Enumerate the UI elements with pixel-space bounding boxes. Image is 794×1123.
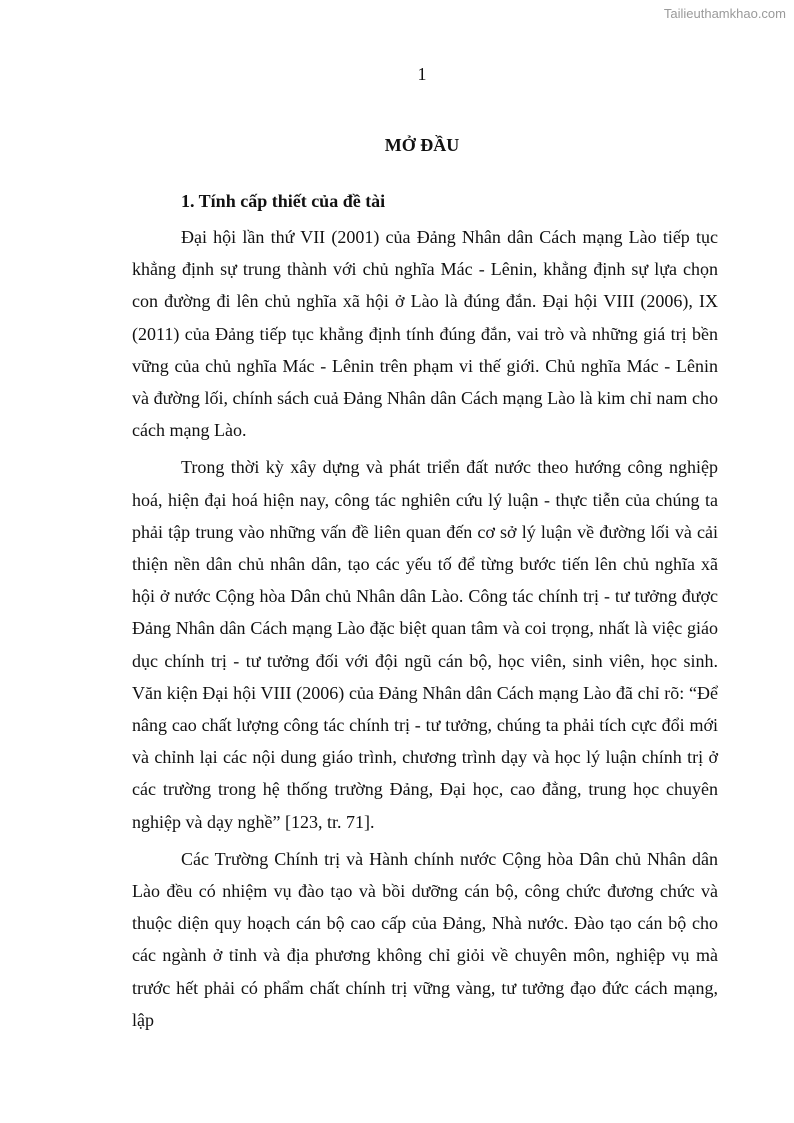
paragraph-1: Đại hội lần thứ VII (2001) của Đảng Nhân dân Cách mạng Lào tiếp tục khẳng định sự trung thành với chủ nghĩa Mác - Lênin, khẳng định sự lựa chọn con đường đi lên chủ nghĩa xã hội ở Lào là đúng đắn. Đại hội VIII (2006), IX (2011) của Đảng tiếp tục khẳng định tính đúng đắn, vai trò và những giá trị bền vững của chủ nghĩa Mác - Lênin trên phạm vi thế giới. Chủ nghĩa Mác - Lênin và đường lối, chính sách cuả Đảng Nhân dân Cách mạng Lào là kim chỉ nam cho cách mạng Lào. <box>132 227 718 441</box>
page-title: MỞ ĐẦU <box>384 135 460 155</box>
paragraph-3: Các Trường Chính trị và Hành chính nước Cộng hòa Dân chủ Nhân dân Lào đều có nhiệm vụ đào tạo và bồi dưỡng cán bộ, công chức đương chức và thuộc diện quy hoạch cán bộ cao cấp của Đảng, Nhà nước. Đào tạo cán bộ cho các ngành ở tỉnh và địa phương không chỉ giỏi về chuyên môn, nghiệp vụ mà trước hết phải có phẩm chất chính trị vững vàng, tư tưởng đạo đức cách mạng, lập <box>132 848 718 1030</box>
body-text <box>132 221 718 1041</box>
page-number: 1 <box>417 64 427 84</box>
paragraph-2: Trong thời kỳ xây dựng và phát triển đất nước theo hướng công nghiệp hoá, hiện đại hoá hiện nay, công tác nghiên cứu lý luận - thực tiễn của chúng ta phải tập trung vào những vấn đề liên quan đến cơ sở lý luận về đường lối và cải thiện nền dân chủ nhân dân, tạo các yếu tố để từng bước tiến lên chủ nghĩa xã hội ở nước Cộng hòa Dân chủ Nhân dân Lào. Công tác chính trị - tư tưởng được Đảng Nhân dân Cách mạng Lào đặc biệt quan tâm và coi trọng, nhất là việc giáo dục chính trị - tư tưởng đối với đội ngũ cán bộ, học viên, sinh viên, học sinh. Văn kiện Đại hội VIII (2006) của Đảng Nhân dân Cách mạng Lào đã chỉ rõ: “Để nâng cao chất lượng công tác chính trị - tư tưởng, chúng ta phải tích cực đổi mới và chỉnh lại các nội dung giáo trình, chương trình dạy và học lý luận chính trị ở các trường trong hệ thống trường Đảng, Đại học, cao đẳng, trung học chuyên nghiệp và dạy nghề” [123, tr. 71]. <box>132 457 718 832</box>
watermark: Tailieuthamkhao.com <box>663 6 786 21</box>
section-heading: 1. Tính cấp thiết của đề tài <box>181 191 386 211</box>
